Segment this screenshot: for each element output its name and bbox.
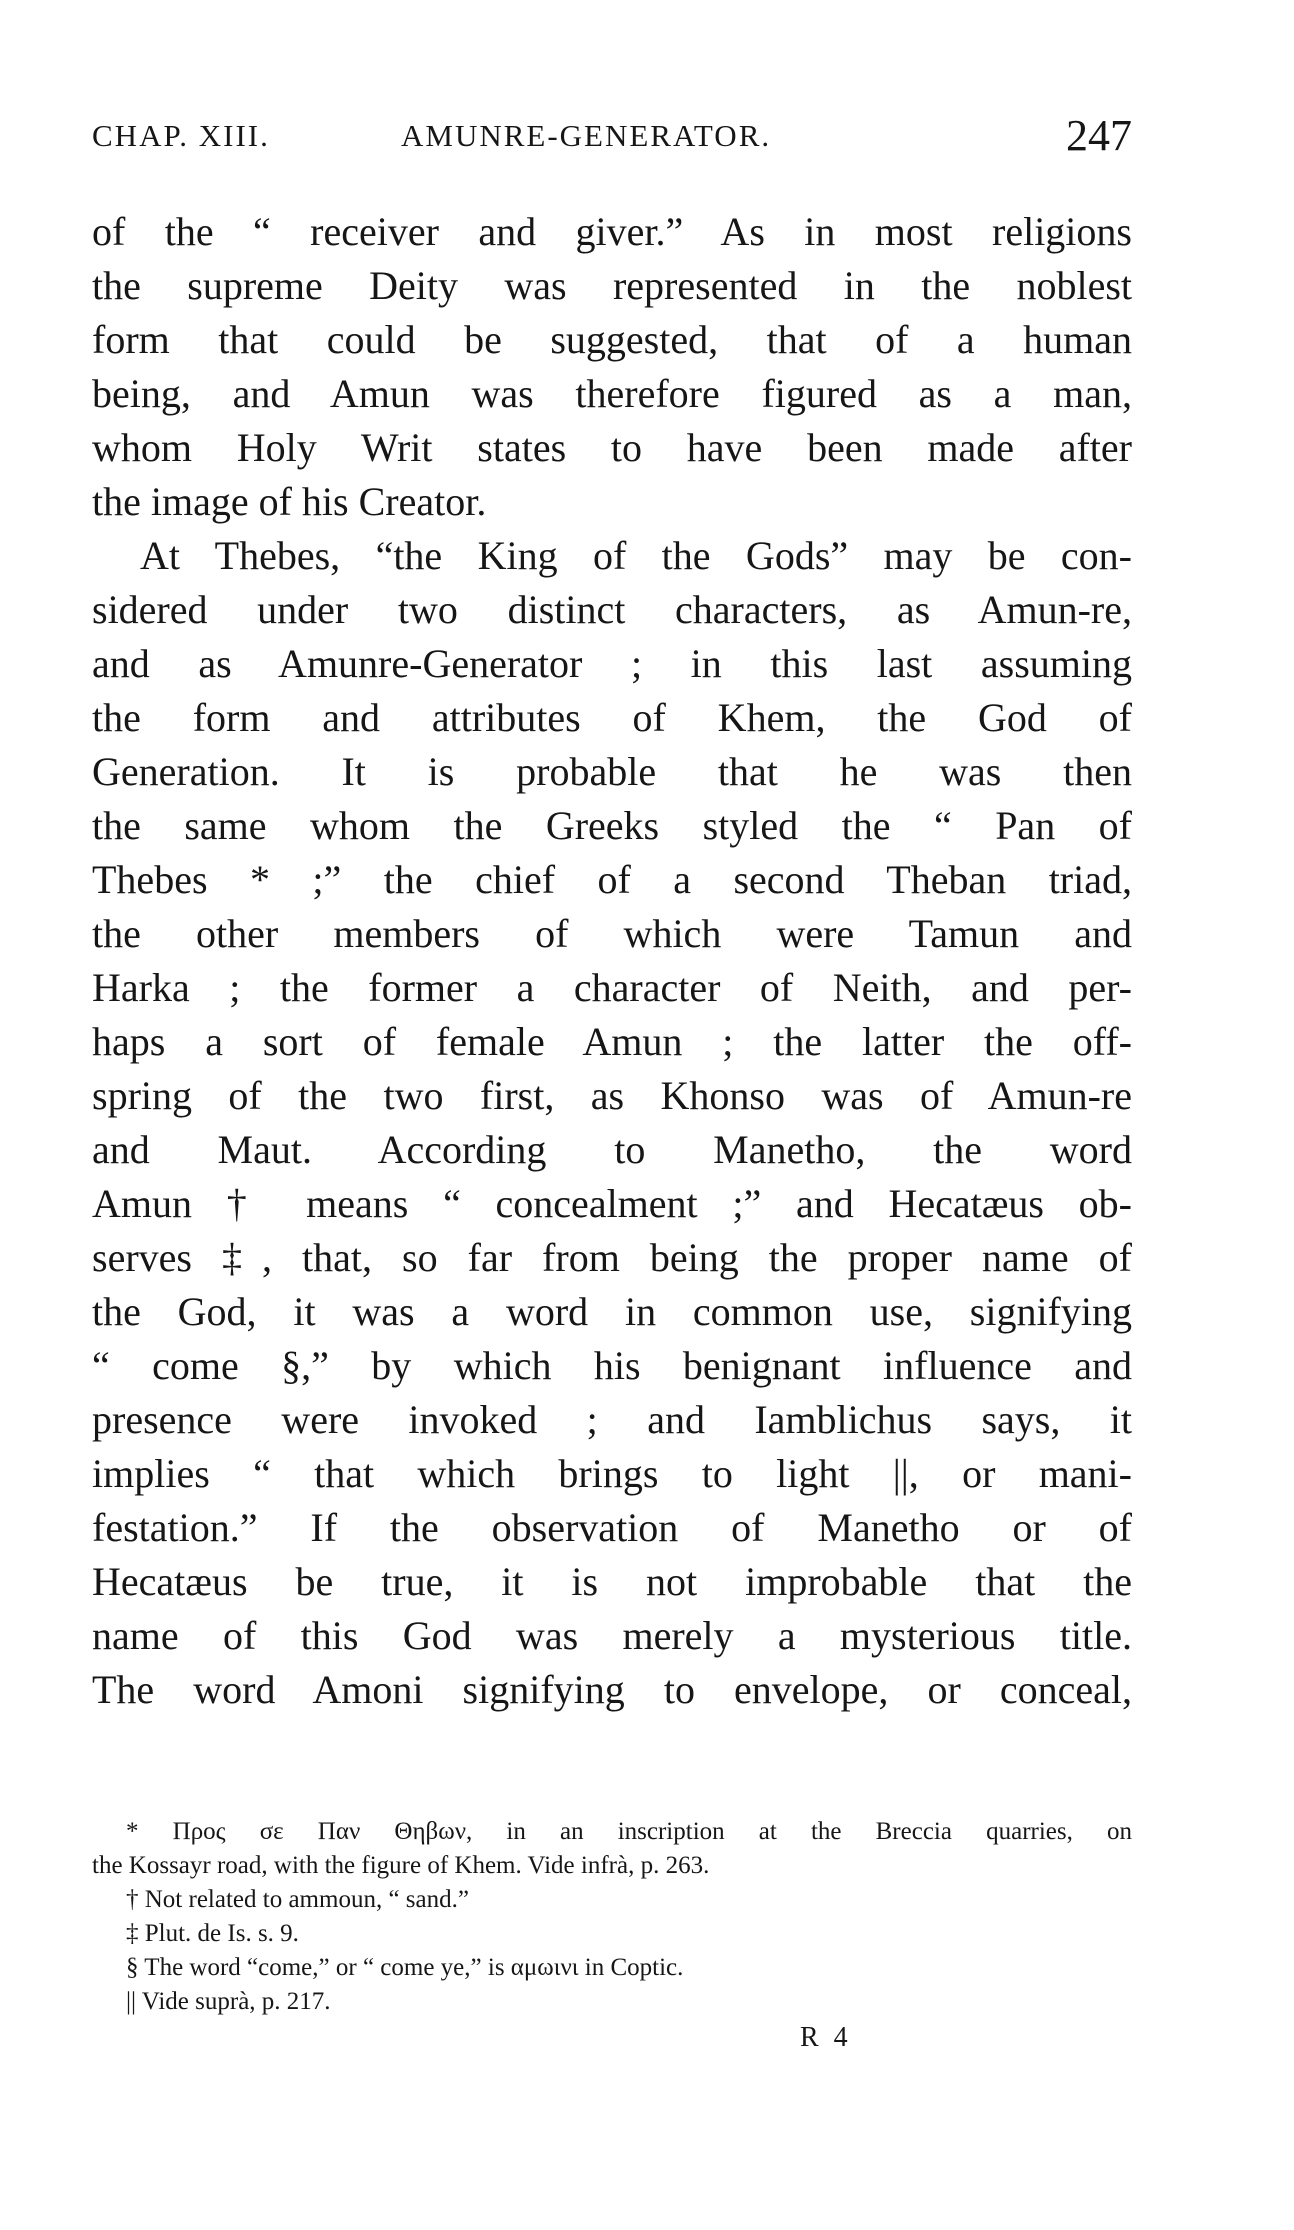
- text-line: and Maut. According to Manetho, the word: [92, 1127, 1132, 1172]
- text-line: being, and Amun was therefore figured as a man,: [92, 371, 1132, 416]
- text-line: At Thebes, “the King of the Gods” may be con-: [140, 533, 1132, 578]
- text-line: Amun † means “ concealment ;” and Hecatæus ob-: [92, 1181, 1132, 1226]
- text-line: spring of the two first, as Khonso was of Amun-re: [92, 1073, 1132, 1118]
- text-line: The word Amoni signifying to envelope, or conceal,: [92, 1667, 1132, 1712]
- chapter-title: AMUNRE-GENERATOR.: [401, 118, 772, 153]
- footnote-line: † Not related to ammoun, “ sand.”: [126, 1886, 469, 1913]
- text-line: of the “ receiver and giver.” As in most religions: [92, 209, 1132, 254]
- footnote-line: the Kossayr road, with the figure of Khem. Vide infrà, p. 263.: [92, 1852, 710, 1879]
- text-line: implies “ that which brings to light ||, or mani-: [92, 1451, 1132, 1496]
- text-line: whom Holy Writ states to have been made after: [92, 425, 1132, 470]
- text-line: the same whom the Greeks styled the “ Pan of: [92, 803, 1132, 848]
- page-number: 247: [1066, 111, 1132, 160]
- text-line: presence were invoked ; and Iamblichus says, it: [92, 1397, 1132, 1442]
- body-text: [92, 205, 1132, 1717]
- text-line: and as Amunre-Generator ; in this last assuming: [92, 641, 1132, 686]
- footnote-line: * Προς σε Παν Θηβων, in an inscription at the Breccia quarries, on: [126, 1818, 1132, 1845]
- text-line: the form and attributes of Khem, the God of: [92, 695, 1132, 740]
- signature-mark: R 4: [800, 2022, 852, 2053]
- text-line: Generation. It is probable that he was then: [92, 749, 1132, 794]
- text-line: sidered under two distinct characters, as Amun-re,: [92, 587, 1132, 632]
- text-line: the supreme Deity was represented in the noblest: [92, 263, 1132, 308]
- text-line: “ come §,” by which his benignant influence and: [92, 1343, 1132, 1388]
- text-line: Harka ; the former a character of Neith, and per-: [92, 965, 1132, 1010]
- text-line: serves ‡, that, so far from being the proper name of: [92, 1235, 1132, 1280]
- paragraph: [92, 529, 1132, 1717]
- footnote-line: ‡ Plut. de Is. s. 9.: [126, 1920, 299, 1947]
- text-line: haps a sort of female Amun ; the latter the off-: [92, 1019, 1132, 1064]
- text-line: Thebes * ;” the chief of a second Theban triad,: [92, 857, 1132, 902]
- footnote-line: || Vide suprà, p. 217.: [126, 1988, 331, 2015]
- paragraph: [92, 205, 1132, 529]
- text-line: name of this God was merely a mysterious title.: [92, 1613, 1132, 1658]
- running-head: [92, 111, 1132, 168]
- text-line: form that could be suggested, that of a human: [92, 317, 1132, 362]
- chapter-label: CHAP. XIII.: [92, 118, 270, 153]
- footnote-line: § The word “come,” or “ come ye,” is αμωινι in Coptic.: [126, 1954, 684, 1981]
- text-line: festation.” If the observation of Manetho or of: [92, 1505, 1132, 1550]
- text-line: the God, it was a word in common use, signifying: [92, 1289, 1132, 1334]
- text-line: the image of his Creator.: [92, 479, 487, 524]
- text-line: the other members of which were Tamun and: [92, 911, 1132, 956]
- book-page: [92, 0, 1132, 2230]
- footnotes: [92, 1815, 1132, 2019]
- text-line: Hecatæus be true, it is not improbable that the: [92, 1559, 1132, 1604]
